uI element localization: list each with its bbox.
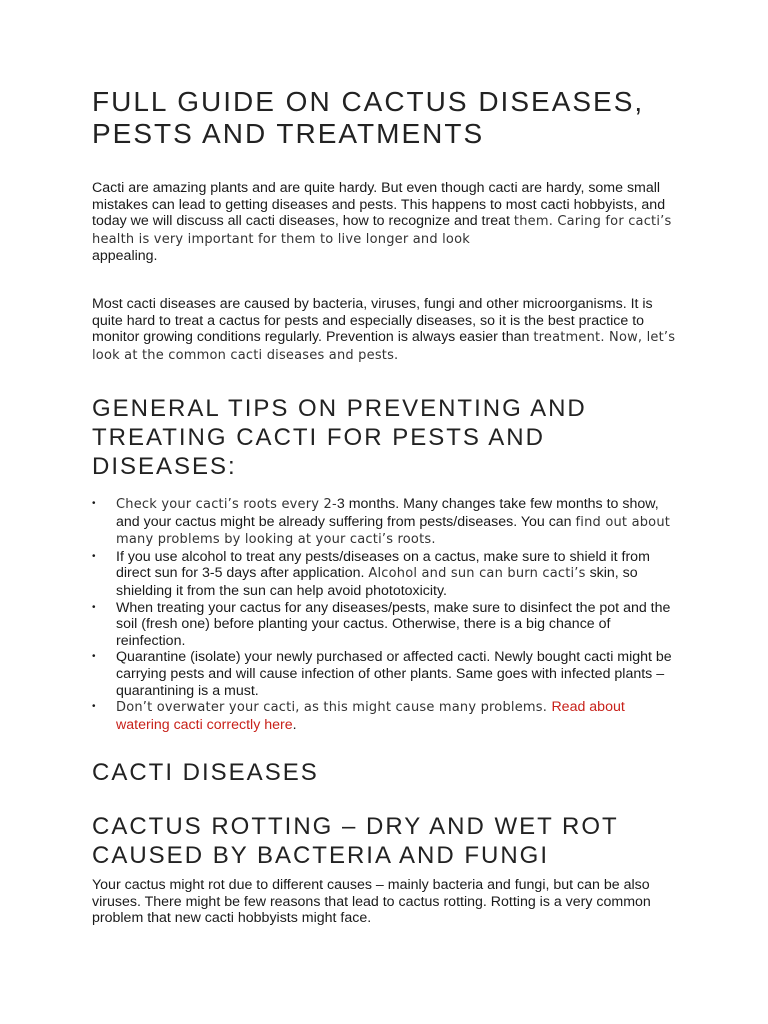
tip-1-soft-text: Check your cacti’s roots every 2- xyxy=(116,497,337,512)
tip-2-text: If you use alcohol to treat any pests/diseases on a cactus, make sure to shield it from direct sun for 3-5 days after application. xyxy=(116,548,650,582)
bullet-icon: • xyxy=(92,701,96,713)
tip-1-text: 3 months. Many changes take few months to show, and your cactus might be already suffering from pests/diseases. You can xyxy=(116,496,659,530)
list-item xyxy=(92,649,682,699)
bullet-icon: • xyxy=(92,498,96,509)
tip-4-text: Quarantine (isolate) your newly purchased or affected cacti. Newly bought cacti might be carrying pests and will cause infection of other plants. Same goes with infected plants – quarantining is a must. xyxy=(116,649,672,699)
cactus-rotting-paragraph: Your cactus might rot due to different causes – mainly bacteria and fungi, but can be also viruses. There might be few reasons that lead to cactus rotting. Rotting is a very common problem that new cacti hobbyists might face. xyxy=(92,877,651,927)
tip-1-soft-end: find out about many problems by looking at your cacti’s roots. xyxy=(116,514,671,548)
cactus-rotting-heading: CACTUS ROTTING – DRY AND WET ROT CAUSED BY BACTERIA AND FUNGI xyxy=(92,813,619,869)
intro-p2-soft-text: treatment. Now, let’s look at the common cacti diseases and pests. xyxy=(92,330,676,363)
list-item xyxy=(92,496,682,549)
intro-paragraph-2 xyxy=(92,296,682,364)
watering-guide-link[interactable]: Read about watering cacti correctly here xyxy=(116,699,625,733)
tip-5-soft-text: Don’t overwater your cacti, as this might cause many problems. xyxy=(116,700,552,716)
bullet-icon: • xyxy=(92,651,96,663)
tip-2-soft-text: Alcohol and sun can burn cacti’s xyxy=(368,566,586,582)
intro-p1-soft-text: them. Caring for cacti’s health is very important for them to live longer and look xyxy=(92,214,672,247)
page-title: FULL GUIDE ON CACTUS DISEASES, PESTS AND TREATMENTS xyxy=(92,86,645,149)
intro-p1-end: appealing. xyxy=(92,248,158,265)
tip-3-text: When treating your cactus for any diseases/pests, make sure to disinfect the pot and the soil (fresh one) before planting your cactus. Otherwise, there is a big chance of reinfection. xyxy=(116,599,671,649)
intro-p1-text: Cacti are amazing plants and are quite hardy. But even though cacti are hardy, some small mistakes can lead to getting diseases and pests. This happens to most cacti hobbyists, and today we will discuss all cacti diseases, how to recognize and treat xyxy=(92,180,666,230)
list-item xyxy=(92,600,682,650)
list-item xyxy=(92,549,682,600)
bullet-icon: • xyxy=(92,601,96,613)
general-tips-heading: GENERAL TIPS ON PREVENTING AND TREATING CACTI FOR PESTS AND DISEASES: xyxy=(92,395,587,480)
tip-5-end: . xyxy=(292,716,297,733)
bullet-icon: • xyxy=(92,550,96,562)
list-item xyxy=(92,699,682,733)
general-tips-list xyxy=(92,496,682,733)
intro-paragraph-1 xyxy=(92,180,682,265)
intro-p2-text: Most cacti diseases are caused by bacteria, viruses, fungi and other microorganisms. It is quite hard to treat a cactus for pests and especially diseases, so it is the best practice to monitor growing conditions regularly. Prevention is always easier than xyxy=(92,296,653,346)
tip-2-text-end: skin, so shielding it from the sun can help avoid phototoxicity. xyxy=(116,565,638,599)
cacti-diseases-heading: CACTI DISEASES xyxy=(92,759,319,786)
